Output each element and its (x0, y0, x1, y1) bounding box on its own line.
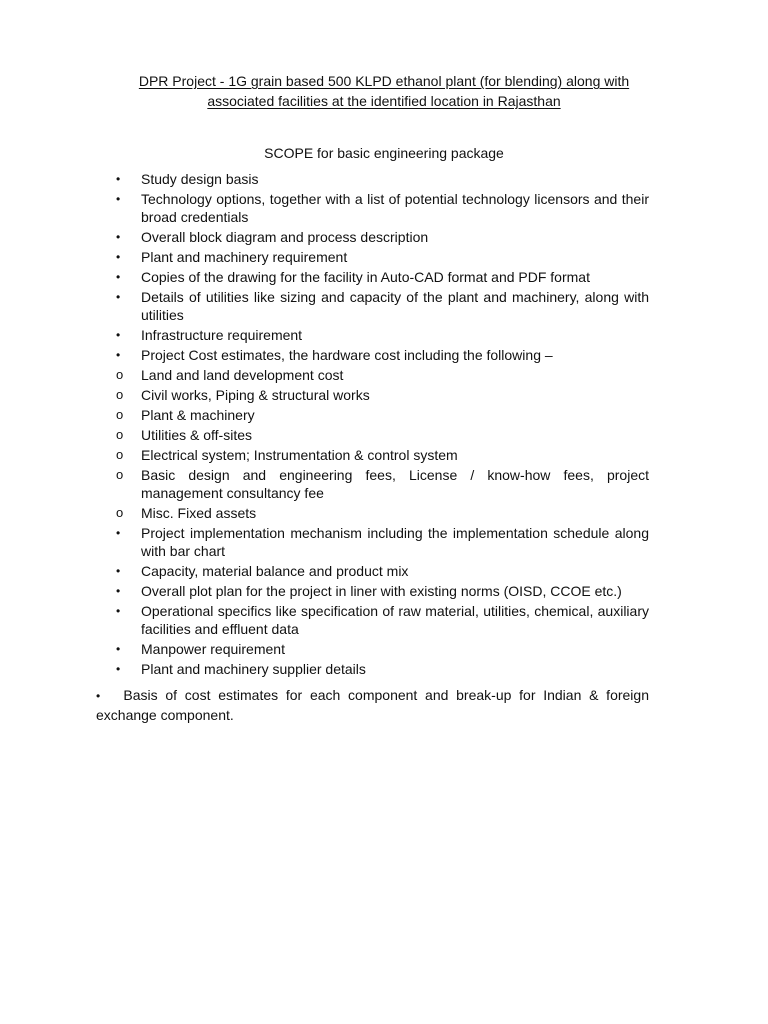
list-item-text: Capacity, material balance and product mix (141, 563, 409, 579)
title-line-2: associated facilities at the identified location in Rajasthan (207, 93, 561, 109)
list-item (0, 466, 649, 502)
list-item (0, 346, 649, 364)
list-item (0, 660, 649, 678)
list-item-text: Copies of the drawing for the facility in Auto-CAD format and PDF format (141, 269, 590, 285)
list-item-text: Infrastructure requirement (141, 327, 303, 343)
list-item (0, 640, 649, 658)
list-item-text: Manpower requirement (141, 641, 285, 657)
document-title (96, 71, 672, 111)
bullet-marker: • (116, 348, 121, 362)
list-item-text: Project Cost estimates, the hardware cost including the following – (141, 347, 553, 363)
bullet-marker: • (116, 328, 121, 342)
final-bullet-marker: • (96, 689, 101, 703)
list-item-text: Plant & machinery (141, 407, 255, 423)
list-item (0, 190, 649, 226)
list-item (0, 504, 649, 522)
bullet-marker: • (116, 604, 121, 618)
list-item-text: Civil works, Piping & structural works (141, 387, 370, 403)
scope-list (0, 170, 768, 680)
list-item (0, 288, 649, 324)
bullet-marker: • (116, 230, 121, 244)
list-item-text: Basic design and engineering fees, License / know-how fees, project management consultancy fee (141, 467, 649, 501)
sub-bullet-marker: o (116, 467, 124, 482)
list-item (0, 562, 649, 580)
list-item (0, 582, 649, 600)
bullet-marker: • (116, 270, 121, 284)
bullet-marker: • (116, 192, 121, 206)
sub-bullet-marker: o (116, 387, 124, 402)
bullet-marker: • (116, 564, 121, 578)
title-line-1: DPR Project - 1G grain based 500 KLPD ethanol plant (for blending) along with (138, 73, 630, 89)
list-item-text: Technology options, together with a list of potential technology licensors and their broad credentials (141, 191, 649, 225)
bullet-marker: • (116, 290, 121, 304)
list-item (0, 268, 649, 286)
list-item-text: Misc. Fixed assets (141, 505, 257, 521)
sub-bullet-marker: o (116, 447, 124, 462)
list-item-text: Plant and machinery supplier details (141, 661, 366, 677)
list-item (0, 406, 649, 424)
list-item (0, 248, 649, 266)
list-item-text: Operational specifics like specification of raw material, utilities, chemical, auxiliary facilities and effluent data (141, 603, 649, 637)
sub-bullet-marker: o (116, 427, 124, 442)
list-item (0, 170, 649, 188)
list-item-text: Land and land development cost (141, 367, 344, 383)
list-item (0, 386, 649, 404)
bullet-marker: • (116, 526, 121, 540)
bullet-marker: • (116, 250, 121, 264)
sub-bullet-marker: o (116, 505, 124, 520)
list-item (0, 326, 649, 344)
bullet-marker: • (116, 642, 121, 656)
sub-bullet-marker: o (116, 407, 124, 422)
list-item-text: Overall plot plan for the project in liner with existing norms (OISD, CCOE etc.) (141, 583, 622, 599)
sub-bullet-marker: o (116, 367, 124, 382)
final-paragraph-text: Basis of cost estimates for each component and break-up for Indian & foreign exchange component. (96, 687, 649, 723)
bullet-marker: • (116, 662, 121, 676)
list-item-text: Plant and machinery requirement (141, 249, 348, 265)
list-item-text: Study design basis (141, 171, 259, 187)
list-item (0, 228, 649, 246)
list-item-text: Project implementation mechanism including the implementation schedule along with bar chart (141, 525, 649, 559)
bullet-marker: • (116, 584, 121, 598)
list-item-text: Utilities & off-sites (141, 427, 252, 443)
final-paragraph (96, 686, 649, 725)
list-item (0, 426, 649, 444)
bullet-marker: • (116, 172, 121, 186)
list-item-text: Details of utilities like sizing and capacity of the plant and machinery, along with utilities (141, 289, 649, 323)
list-item (0, 524, 649, 560)
list-item (0, 602, 649, 638)
list-item (0, 366, 649, 384)
list-item-text: Overall block diagram and process description (141, 229, 429, 245)
list-item-text: Electrical system; Instrumentation & control system (141, 447, 458, 463)
list-item (0, 446, 649, 464)
scope-heading: SCOPE for basic engineering package (264, 145, 504, 161)
